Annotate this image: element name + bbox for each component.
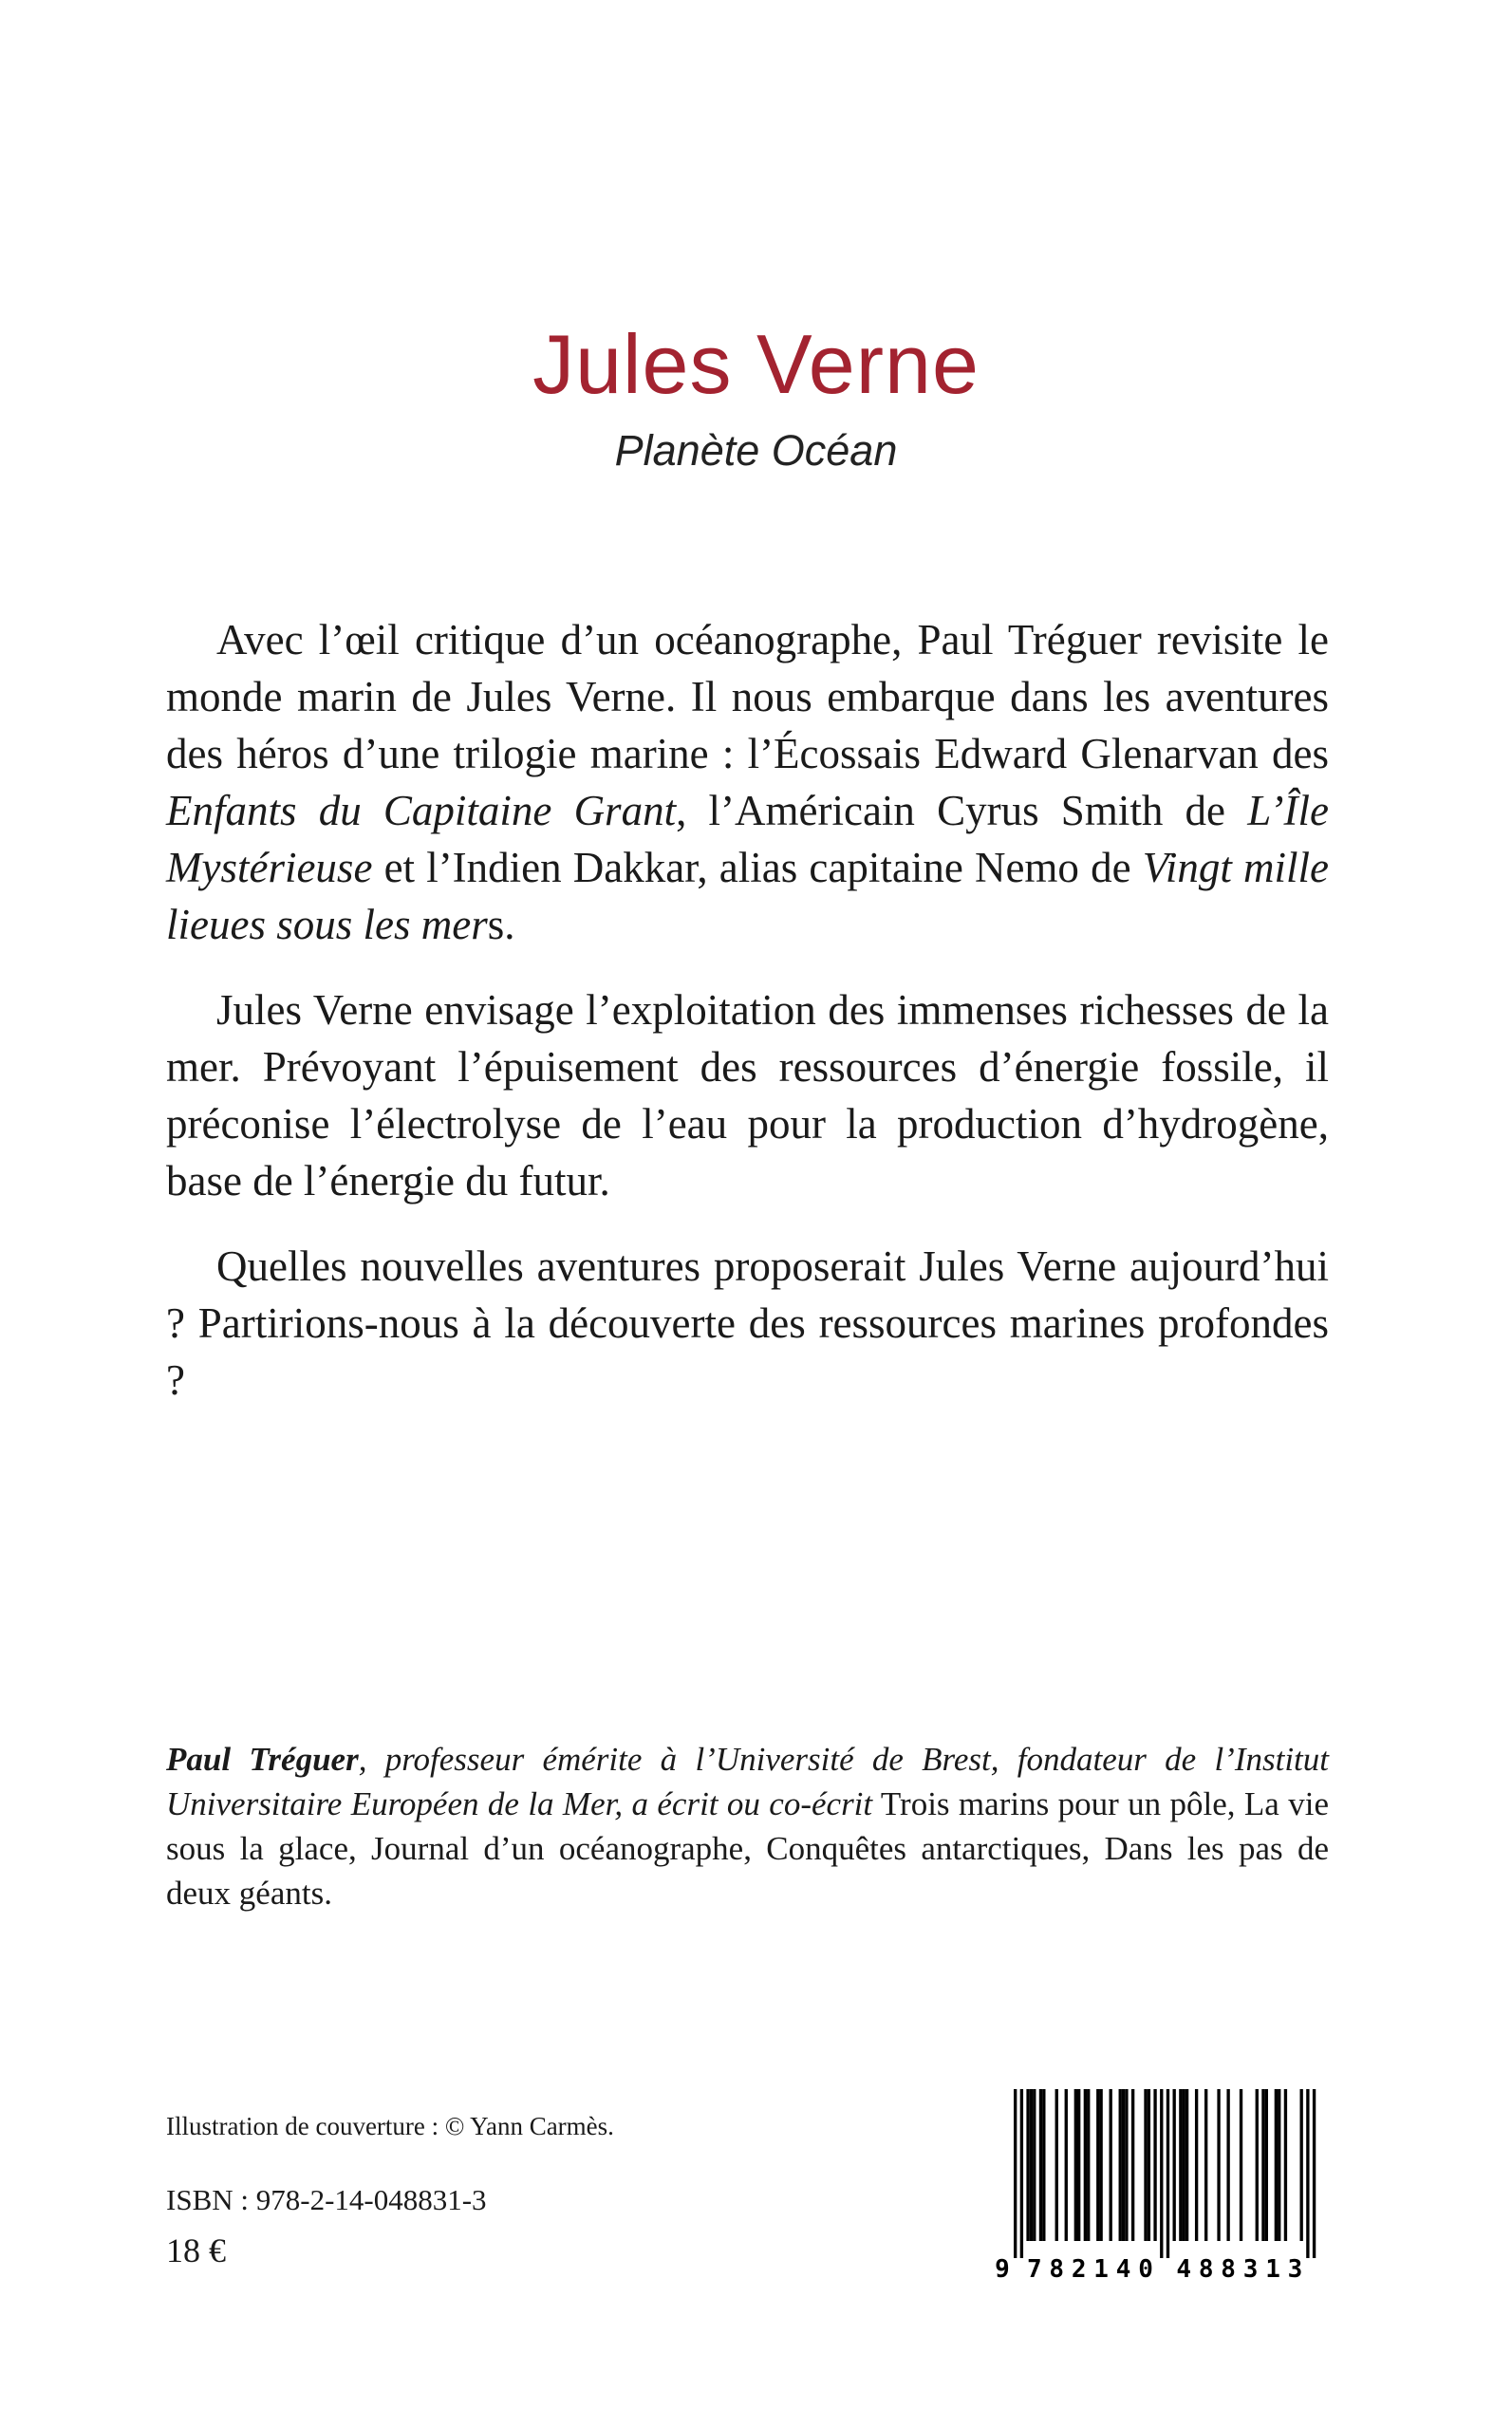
barcode-bar <box>1204 2089 1207 2241</box>
blurb-paragraph-1-run: L’Île Mystérieuse <box>166 787 1329 891</box>
barcode-digit: 4 <box>1115 2255 1131 2284</box>
barcode-bar <box>1313 2089 1316 2258</box>
barcode-bar <box>1077 2089 1080 2241</box>
barcode-digit: 1 <box>1093 2255 1109 2284</box>
blurb-paragraph-2: Jules Verne envisage l’exploitation des immenses richesses de la mer. Prévoyant l’épuisement des ressources d’énergie fossile, il préconise l’électrolyse de l’eau pour la production d’hydrogène, base de l’énergie du futur. <box>166 986 1329 1204</box>
barcode-digit: 8 <box>1198 2255 1214 2284</box>
barcode-bar <box>1074 2089 1077 2241</box>
barcode-bar <box>1278 2089 1280 2241</box>
barcode-digit: 3 <box>1287 2255 1303 2284</box>
barcode-bar <box>1039 2089 1042 2241</box>
barcode-bar <box>1160 2089 1163 2258</box>
barcode-digit: 4 <box>1176 2255 1192 2284</box>
blurb-paragraph-1-run: et l’Indien Dakkar, alias capitaine Nemo de <box>372 844 1143 891</box>
barcode-bar <box>1173 2089 1176 2241</box>
blurb-paragraph-3: Quelles nouvelles aventures proposerait Jules Verne aujourd’hui ? Partirions-nous à la découverte des ressources marines profondes ? <box>166 1242 1329 1404</box>
barcode-digit: 0 <box>1138 2255 1153 2284</box>
barcode-bar <box>1256 2089 1259 2241</box>
barcode-bar <box>1217 2089 1220 2241</box>
barcode-bar <box>1179 2089 1182 2241</box>
blurb-paragraph-1-run: Avec l’œil critique d’un océanographe, Paul Tréguer revisite le monde marin de Jules Verne. Il nous embarque dans les aventures des héros d’une trilogie marine : l’Écossais Edward Glenarvan des <box>166 616 1329 777</box>
isbn: ISBN : 978-2-14-048831-3 <box>166 2183 487 2216</box>
barcode-digit: 8 <box>1221 2255 1236 2284</box>
barcode-bar <box>1275 2089 1278 2241</box>
barcode-bar <box>1261 2089 1264 2241</box>
barcode-bar <box>1030 2089 1033 2241</box>
barcode-bar <box>1055 2089 1058 2241</box>
barcode-bar <box>1167 2089 1169 2258</box>
barcode-bar <box>1033 2089 1036 2241</box>
barcode-bar <box>1125 2089 1128 2241</box>
author-bio <box>166 1737 1329 1915</box>
barcode-bar <box>1226 2089 1229 2241</box>
author-bio-run: Paul Tréguer <box>166 1741 359 1778</box>
barcode-bar <box>1183 2089 1185 2241</box>
barcode-bar <box>1099 2089 1102 2241</box>
blurb-paragraph-1-run: s. <box>487 901 515 948</box>
barcode-bar <box>1300 2089 1303 2241</box>
barcode-graphic <box>989 2085 1329 2284</box>
blurb-paragraph-1-run: , l’Américain Cyrus Smith de <box>676 787 1248 834</box>
barcode-bar <box>1096 2089 1099 2241</box>
barcode-digit: 7 <box>1026 2255 1042 2284</box>
barcode-bar <box>1265 2089 1268 2241</box>
illustration-credit: Illustration de couverture : © Yann Carmès. <box>166 2112 614 2140</box>
barcode-bar <box>1131 2089 1134 2241</box>
blurb-paragraph-1-run: Vingt mille lieues sous les mer <box>166 844 1329 948</box>
book-title: Jules Verne <box>532 317 980 411</box>
blurb-paragraph-1-run: Enfants du Capitaine Grant <box>166 787 677 834</box>
barcode-digit: 1 <box>1265 2255 1280 2284</box>
barcode-digit: 9 <box>995 2255 1010 2284</box>
barcode-bar <box>1020 2089 1023 2258</box>
barcode-bar <box>1306 2089 1309 2258</box>
barcode-bar <box>1087 2089 1090 2241</box>
barcode-bar <box>1240 2089 1242 2241</box>
barcode-bar <box>1153 2089 1156 2241</box>
barcode-bar <box>1119 2089 1122 2241</box>
barcode-bar <box>1195 2089 1198 2241</box>
barcode-bar <box>1185 2089 1188 2241</box>
barcode-bar <box>1144 2089 1147 2241</box>
price: 18 € <box>166 2232 226 2269</box>
barcode-digit: 3 <box>1242 2255 1259 2284</box>
isbn-barcode <box>989 2085 1329 2284</box>
back-cover-blurb <box>166 611 1329 1437</box>
barcode-bar <box>1014 2089 1017 2258</box>
barcode-bar <box>1042 2089 1045 2241</box>
barcode-bar <box>1084 2089 1087 2241</box>
barcode-bar <box>1026 2089 1029 2241</box>
blurb-paragraph-1 <box>166 611 1329 953</box>
barcode-bar <box>1284 2089 1287 2241</box>
barcode-digit: 2 <box>1071 2255 1087 2284</box>
book-subtitle: Planète Océan <box>614 426 898 475</box>
barcode-bar <box>1065 2089 1068 2241</box>
barcode-bar <box>1148 2089 1150 2241</box>
author-bio-run: , professeur émérite à l’Université de Brest, fondateur de l’Institut Universitaire Européen de la Mer, a écrit ou co-écrit <box>166 1741 1329 1822</box>
barcode-bar <box>1122 2089 1125 2241</box>
author-bio-run: Trois marins pour un pôle, La vie sous la glace, Journal d’un océanographe, Conquêtes antarctiques, Dans les pas de deux géants. <box>166 1785 1329 1912</box>
barcode-digit: 8 <box>1049 2255 1065 2284</box>
barcode-bar <box>1110 2089 1112 2241</box>
